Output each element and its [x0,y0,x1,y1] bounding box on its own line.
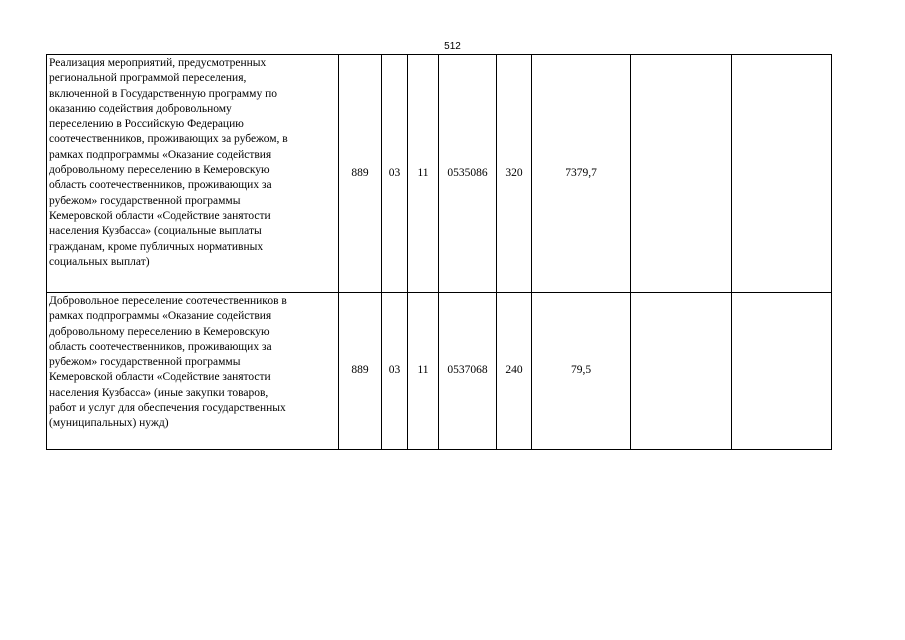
description-line: соотечественников, проживающих за рубежом, в [49,133,288,146]
budget-table [46,54,832,450]
description-line: рубежом» государственной программы [49,356,241,369]
description-line: населения Кузбасса» (иные закупки товаров, [49,386,269,399]
description-line: населения Кузбасса» (социальные выплаты [49,225,262,238]
description-line: (муниципальных) нужд) [49,417,169,430]
description-line: область соотечественников, проживающих за [49,179,272,192]
description-line: Кемеровской области «Содействие занятости [49,371,271,384]
expense-type-cell: 240 [497,293,532,450]
description-line: включенной в Государственную программу по [49,87,277,100]
description-line: добровольному переселению в Кемеровскую [49,164,270,177]
description-line: гражданам, кроме публичных нормативных [49,240,264,253]
ministry-code-cell: 889 [339,293,382,450]
amount-cell: 7379,7 [532,55,631,293]
description-line: Реализация мероприятий, предусмотренных [49,57,267,69]
description-line: социальных выплат) [49,255,150,268]
ministry-code-cell: 889 [339,55,382,293]
description-line: работ и услуг для обеспечения государственных [49,402,286,415]
table-row [47,55,832,293]
description-line: Кемеровской области «Содействие занятости [49,209,271,222]
empty-cell [732,293,832,450]
description-line: Добровольное переселение соотечественников в [49,295,287,307]
expense-type-cell: 320 [497,55,532,293]
row-description [47,55,339,293]
subsection-code-cell: 11 [408,293,439,450]
description-line: область соотечественников, проживающих за [49,340,272,353]
description-line: добровольному переселению в Кемеровскую [49,325,270,338]
description-line: оказанию содействия добровольному [49,102,232,115]
empty-cell [631,55,732,293]
empty-cell [631,293,732,450]
description-line: рамках подпрограммы «Оказание содействия [49,310,272,323]
page-number: 512 [444,41,461,52]
target-article-cell: 0537068 [439,293,497,450]
section-code-cell: 03 [382,293,408,450]
description-line: переселению в Российскую Федерацию [49,118,244,131]
description-line: рубежом» государственной программы [49,194,241,207]
table-row [47,293,832,450]
section-code-cell: 03 [382,55,408,293]
empty-cell [732,55,832,293]
description-line: региональной программой переселения, [49,72,247,85]
subsection-code-cell: 11 [408,55,439,293]
description-line: рамках подпрограммы «Оказание содействия [49,148,272,161]
target-article-cell: 0535086 [439,55,497,293]
row-description [47,293,339,450]
amount-cell: 79,5 [532,293,631,450]
